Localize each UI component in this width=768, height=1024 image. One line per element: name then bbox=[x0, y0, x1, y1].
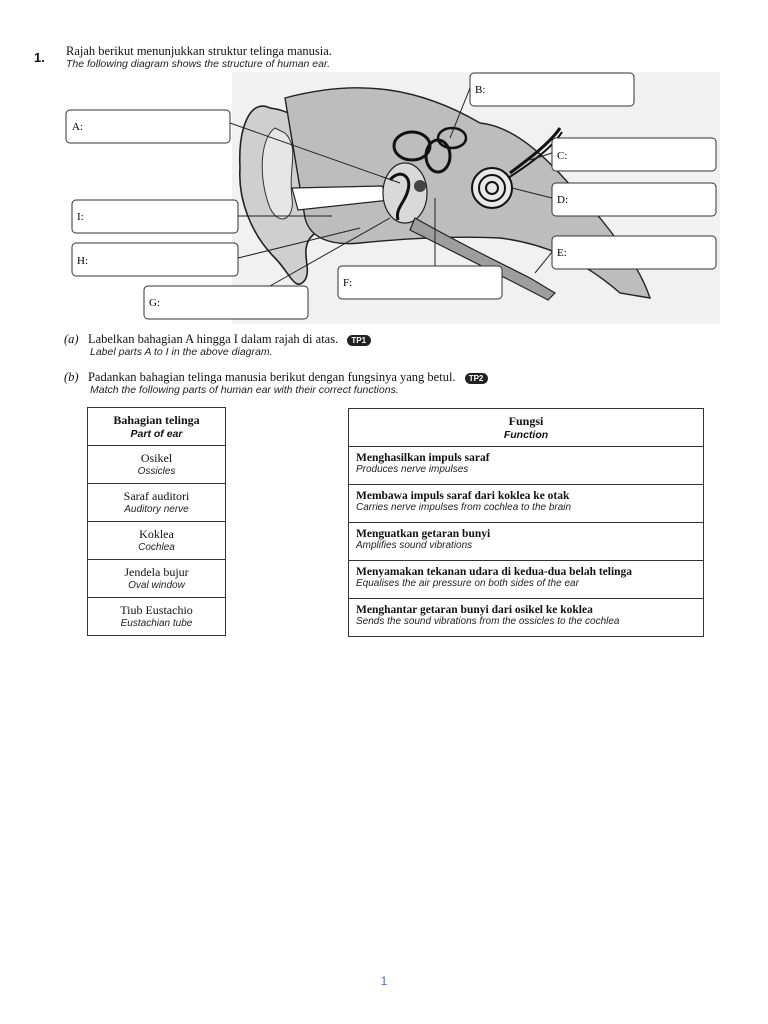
table-row[interactable] bbox=[88, 446, 226, 484]
label-box-b[interactable] bbox=[470, 73, 634, 106]
table-row[interactable] bbox=[88, 598, 226, 636]
part-en: Auditory nerve bbox=[124, 504, 189, 515]
part-ms: Koklea bbox=[139, 527, 174, 541]
function-en: Equalises the air pressure on both sides of the ear bbox=[356, 578, 579, 589]
part-b-text-en: Match the following parts of human ear with their correct functions. bbox=[90, 384, 399, 396]
label-d-text: D: bbox=[557, 194, 568, 206]
page-number: 1 bbox=[380, 974, 388, 988]
part-en: Oval window bbox=[128, 580, 185, 591]
stapes-shape bbox=[414, 180, 426, 192]
label-i-text: I: bbox=[77, 211, 84, 223]
label-box-h[interactable] bbox=[72, 243, 238, 276]
part-b-text-ms: Padankan bahagian telinga manusia berikut dengan fungsinya yang betul. bbox=[87, 370, 456, 384]
middle-ear-cavity bbox=[383, 163, 427, 223]
function-ms: Membawa impuls saraf dari koklea ke otak bbox=[356, 490, 570, 502]
label-a-text: A: bbox=[72, 121, 83, 133]
table-row[interactable] bbox=[349, 523, 704, 561]
part-a-text-ms: Labelkan bahagian A hingga I dalam rajah di atas. bbox=[87, 332, 339, 346]
table-row[interactable] bbox=[349, 485, 704, 523]
tp2-badge: TP2 bbox=[465, 373, 489, 384]
question-number: 1. bbox=[34, 50, 45, 65]
label-box-f[interactable] bbox=[338, 266, 502, 299]
label-e-text: E: bbox=[557, 247, 567, 259]
ear-structure-diagram bbox=[60, 68, 720, 330]
question-title-en: The following diagram shows the structure of human ear. bbox=[66, 58, 330, 70]
function-en: Carries nerve impulses from cochlea to the brain bbox=[356, 502, 572, 513]
parts-header-en: Part of ear bbox=[130, 428, 183, 440]
question-title-ms: Rajah berikut menunjukkan struktur telinga manusia. bbox=[66, 44, 332, 58]
label-f-text: F: bbox=[343, 277, 353, 289]
part-a-text-en: Label parts A to I in the above diagram. bbox=[90, 346, 273, 358]
label-g-text: G: bbox=[149, 297, 160, 309]
table-row[interactable] bbox=[88, 484, 226, 522]
table-row[interactable] bbox=[88, 522, 226, 560]
function-ms: Menyamakan tekanan udara di kedua-dua belah telinga bbox=[356, 566, 633, 578]
part-ms: Saraf auditori bbox=[123, 489, 190, 503]
function-ms: Menghantar getaran bunyi dari osikel ke koklea bbox=[356, 604, 593, 616]
functions-table bbox=[348, 408, 704, 637]
parts-header-ms: Bahagian telinga bbox=[113, 413, 200, 427]
table-row[interactable] bbox=[349, 561, 704, 599]
label-c-text: C: bbox=[557, 150, 568, 162]
parts-table bbox=[87, 407, 226, 636]
part-en: Ossicles bbox=[137, 466, 176, 477]
table-row[interactable] bbox=[349, 447, 704, 485]
label-box-g[interactable] bbox=[144, 286, 308, 319]
part-en: Eustachian tube bbox=[120, 618, 193, 629]
functions-header-en: Function bbox=[503, 429, 549, 441]
part-ms: Jendela bujur bbox=[124, 565, 189, 579]
label-box-e[interactable] bbox=[552, 236, 716, 269]
label-box-i[interactable] bbox=[72, 200, 238, 233]
parts-table-header bbox=[88, 408, 226, 446]
part-ms: Tiub Eustachio bbox=[120, 603, 193, 617]
label-h-text: H: bbox=[77, 255, 88, 267]
part-a-tag: (a) bbox=[64, 332, 79, 346]
tp1-badge: TP1 bbox=[347, 335, 371, 346]
function-ms: Menguatkan getaran bunyi bbox=[356, 528, 491, 540]
part-b-tag: (b) bbox=[64, 370, 79, 384]
label-b-text: B: bbox=[475, 84, 486, 96]
part-b-instruction-ms bbox=[64, 370, 488, 385]
functions-table-header bbox=[349, 409, 704, 447]
functions-header-ms: Fungsi bbox=[508, 414, 544, 428]
part-en: Cochlea bbox=[138, 542, 175, 553]
part-a-instruction-ms bbox=[64, 332, 371, 347]
table-row[interactable] bbox=[349, 599, 704, 637]
function-en: Amplifies sound vibrations bbox=[356, 540, 473, 551]
label-box-c[interactable] bbox=[552, 138, 716, 171]
function-en: Produces nerve impulses bbox=[356, 464, 469, 475]
function-ms: Menghasilkan impuls saraf bbox=[356, 452, 490, 464]
table-row[interactable] bbox=[88, 560, 226, 598]
label-box-a[interactable] bbox=[66, 110, 230, 143]
function-en: Sends the sound vibrations from the ossicles to the cochlea bbox=[356, 616, 620, 627]
label-box-d[interactable] bbox=[552, 183, 716, 216]
part-ms: Osikel bbox=[140, 451, 173, 465]
